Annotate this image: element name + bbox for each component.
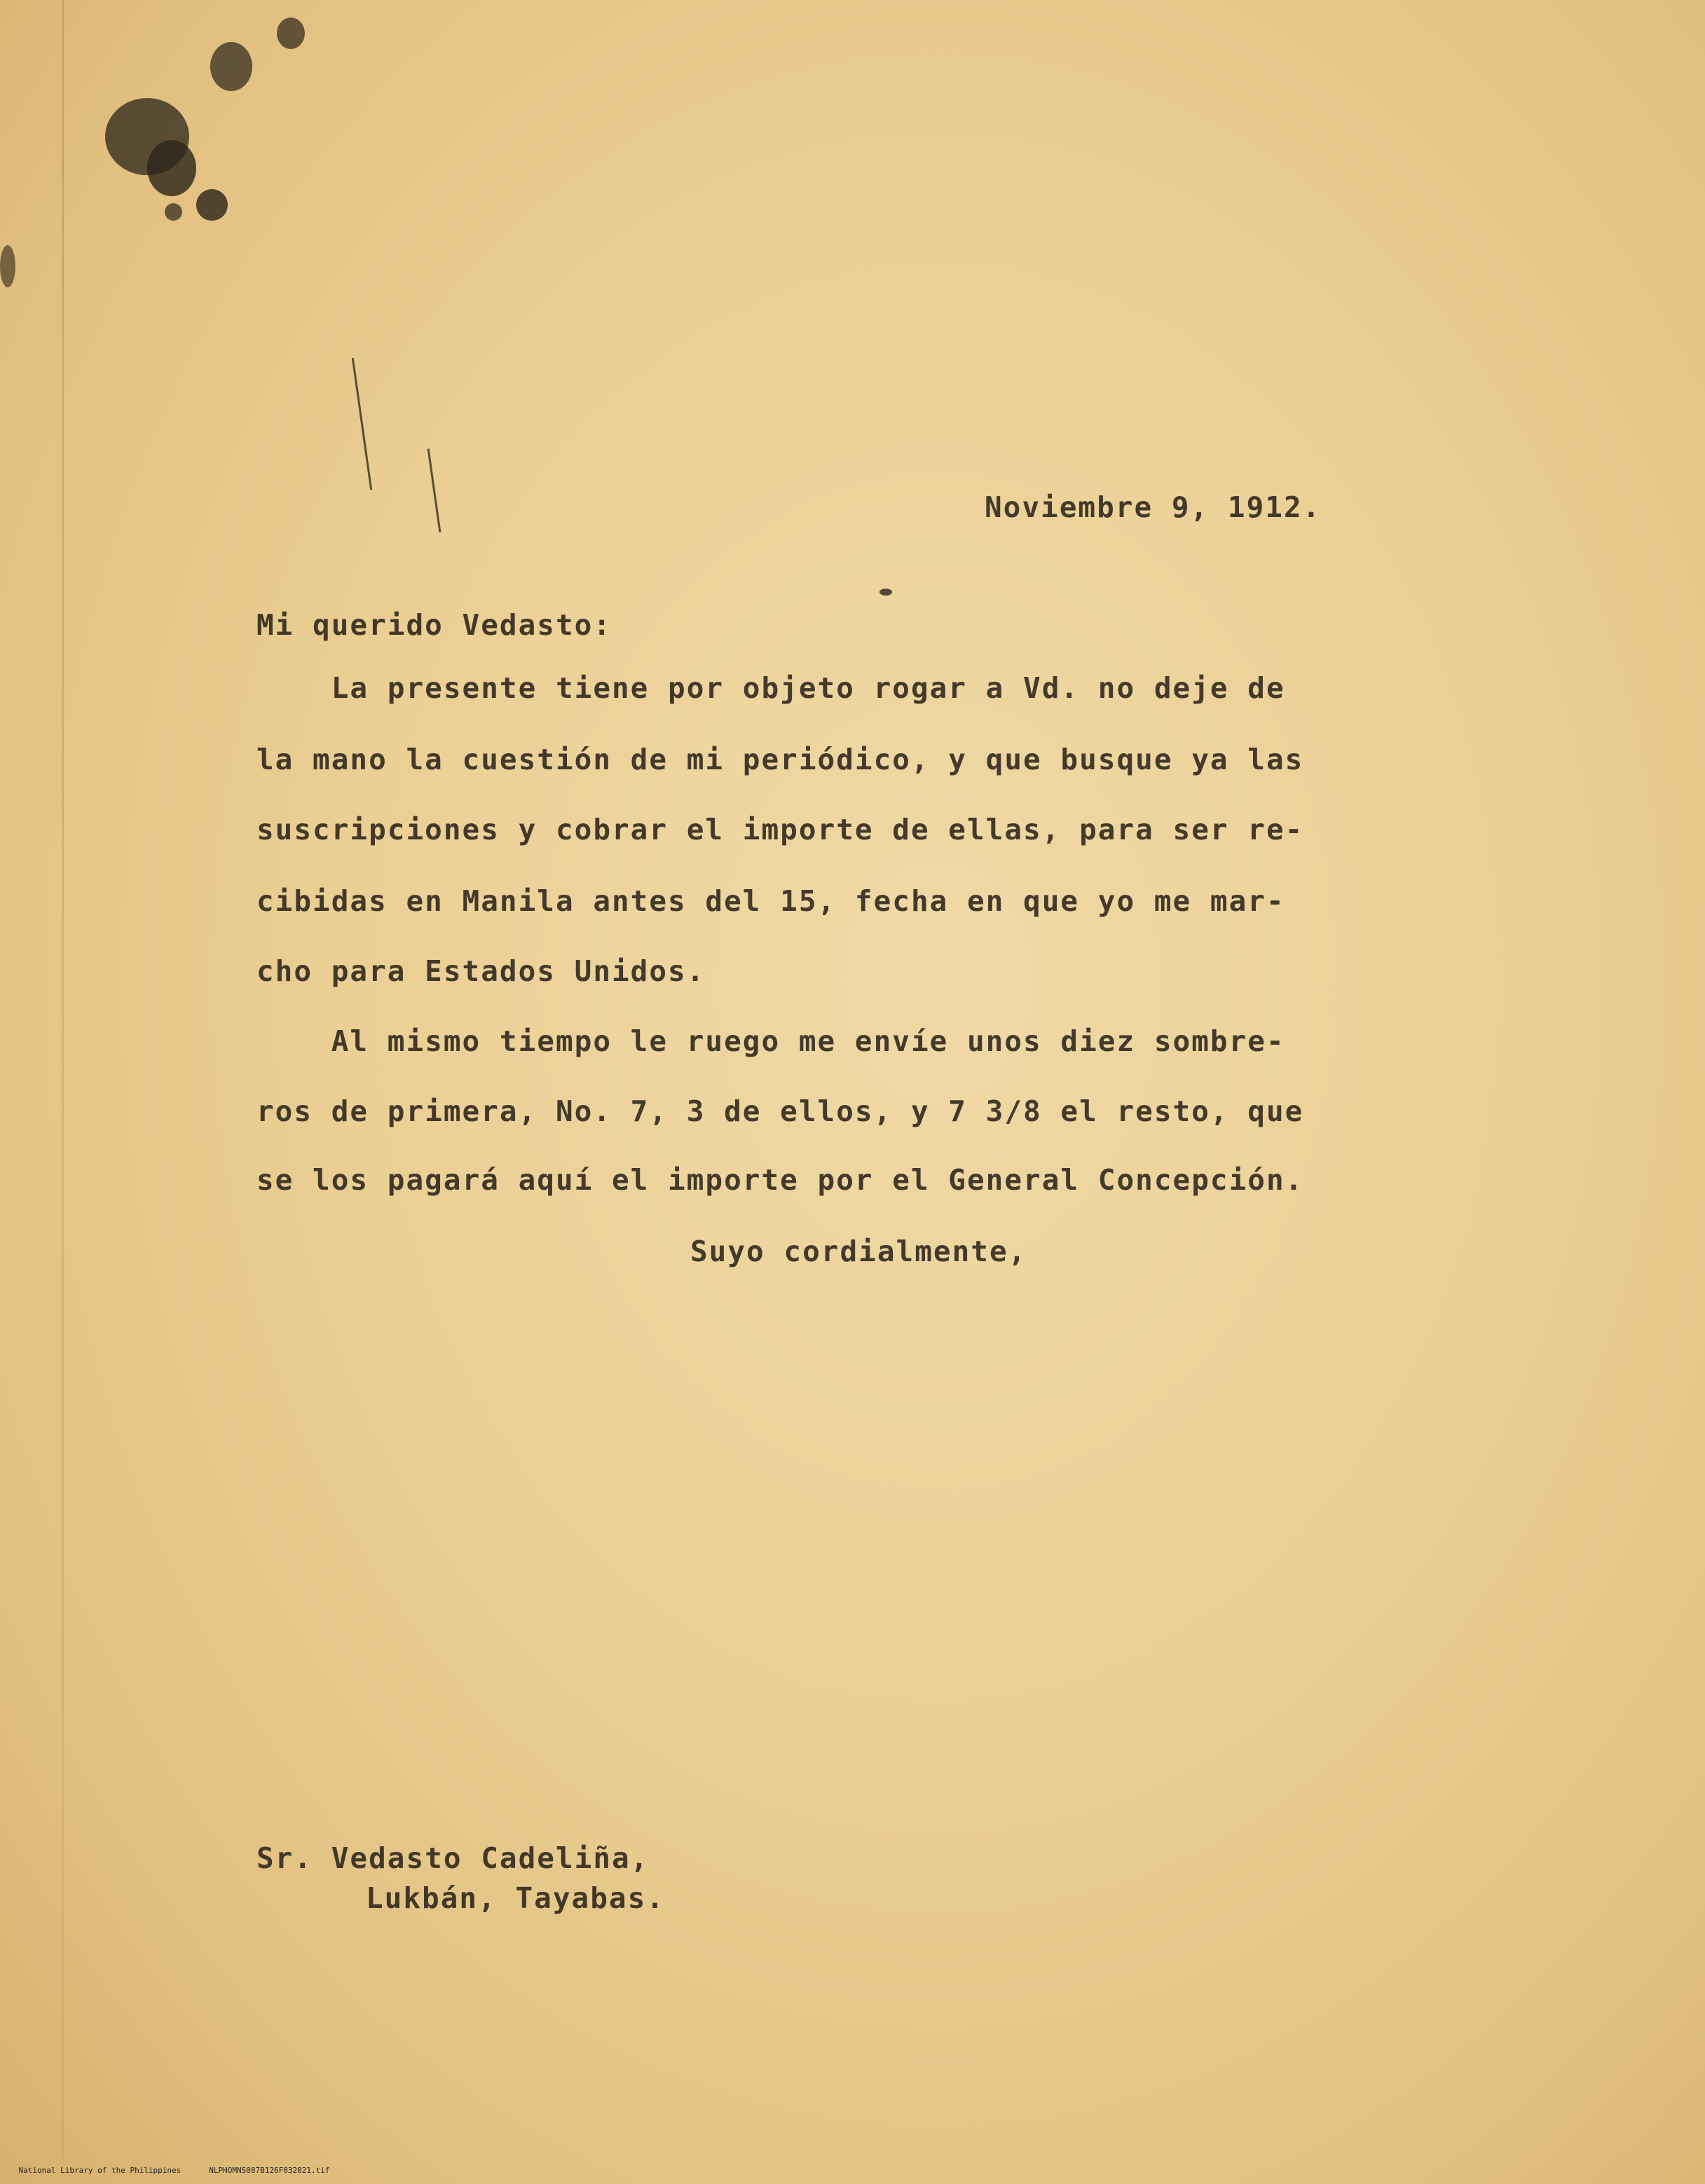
footer-filename: NLPHOMNS007B126F032021.tif xyxy=(209,2166,330,2175)
body-line: ros de primera, No. 7, 3 de ellos, y 7 3/8 el resto, que xyxy=(256,1094,1304,1128)
body-line: cho para Estados Unidos. xyxy=(256,954,706,988)
letter-date: Noviembre 9, 1912. xyxy=(985,490,1322,524)
body-line: la mano la cuestión de mi periódico, y que busque ya las xyxy=(256,743,1304,776)
body-line: se los pagará aquí el importe por el General Concepción. xyxy=(256,1163,1304,1197)
archive-footer xyxy=(0,2157,357,2184)
body-line: Al mismo tiempo le ruego me envíe unos diez sombre- xyxy=(256,1024,1285,1058)
addressee-place: Lukbán, Tayabas. xyxy=(366,1881,665,1915)
body-line: cibidas en Manila antes del 15, fecha en que yo me mar- xyxy=(256,884,1285,918)
body-line: suscripciones y cobrar el importe de ellas, para ser re- xyxy=(256,813,1304,846)
salutation: Mi querido Vedasto: xyxy=(256,608,612,642)
addressee-name: Sr. Vedasto Cadeliña, xyxy=(256,1841,650,1875)
body-line: La presente tiene por objeto rogar a Vd. no deje de xyxy=(256,671,1285,705)
closing: Suyo cordialmente, xyxy=(690,1235,1027,1268)
footer-institution: National Library of the Philippines xyxy=(18,2166,182,2175)
fold-line xyxy=(62,0,64,2158)
